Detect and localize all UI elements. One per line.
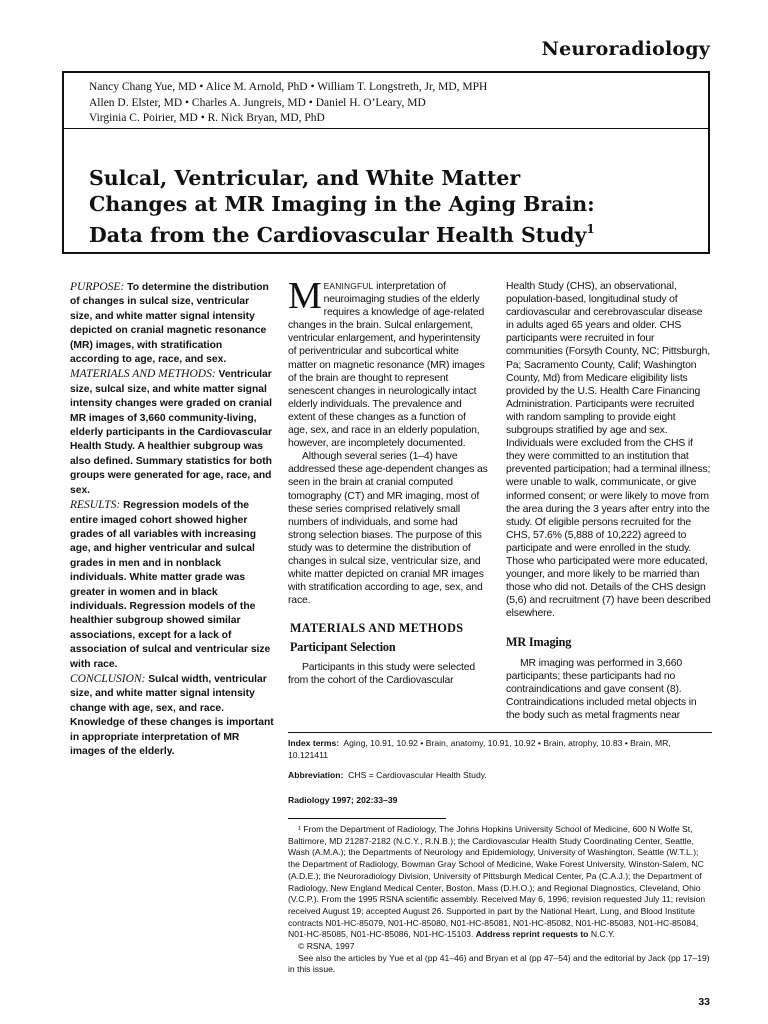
- abbreviation: [288, 770, 712, 782]
- author-list: [89, 80, 487, 127]
- abstract-conclusion: [70, 672, 274, 759]
- title-line: Changes at MR Imaging in the Aging Brain:: [89, 191, 595, 216]
- title-divider: [64, 128, 708, 129]
- abstract-label: CONCLUSION:: [70, 672, 146, 685]
- article-title: [89, 166, 699, 249]
- small-caps-lead: EANINGFUL: [323, 281, 374, 291]
- footnote-main: ¹ From the Department of Radiology, The Johns Hopkins University School of Medicine, 600 N Wolfe St, Baltimore, MD 21287-2182 (N.C.Y., R.N.B.); the Cardiovascular Health Study Coordinating Center, Seattle, Wash (A.M.A.); the Departments of Neurology and Epidemiology, University of Washington, Seattle (W.T.L.); the Department of Radiology, Bowman Gray School of Medicine, Wake Forest University, Winston-Salem, NC (A.D.E.); the Neuroradiology Division, University of Pittsburgh Medical Center, Pa (C.A.J.); the Department of Radiology, New England Medical Center, Boston, Mass (D.H.O.); and Regional Diagnostics, Cleveland, Ohio (V.C.P.). From the 1995 RSNA scientific assembly. Received May 6, 1996; revision requested July 11; revision received August 19; accepted August 26. Supported in part by the National Heart, Lung, and Blood Institute contracts N01-HC-85079, N01-HC-85080, N01-HC-85081, N01-HC-85082, N01-HC-85083, N01-HC-85084, N01-HC-85085, N01-HC-85086, N01-HC-15103.: [288, 824, 706, 940]
- title-box: [62, 71, 710, 254]
- body-paragraph: Health Study (CHS), an observational, population-based, longitudinal study of cardiovascular and cerebrovascular disease in adults aged 65 years and older. CHS participants were recruited in four communities (Forsyth County, NC; Pittsburgh, Pa; Sacramento County, Calif; Washington County, Md) from Medicare eligibility lists provided by the U.S. Health Care Financing Administration. Participants were recruited with random sampling to provide eight subgroups stratified by age and sex. Individuals were excluded from the CHS if they were committed to an institution that prevented participation; had a terminal illness; were unable to walk, communicate, or give informed consent; or were likely to move from the area during the 3 years after entry into the study. Of eligible persons recruited for the CHS, 57.6% (5,888 of 10,222) agreed to participate and were enrolled in the study. Those who participated were more educated, younger, and more likely to be married than those who did not. Details of the CHS design (5,6) and recruitment (7) have been described elsewhere.: [506, 281, 711, 620]
- drop-cap: M: [288, 275, 322, 317]
- footnote-affiliations: [288, 824, 712, 941]
- heading-methods: MATERIALS AND METHODS: [290, 621, 464, 636]
- author-line: Allen D. Elster, MD • Charles A. Jungreis, MD • Daniel H. O’Leary, MD: [89, 96, 426, 109]
- see-also: See also the articles by Yue et al (pp 41–46) and Bryan et al (pp 47–54) and the editorial by Jack (pp 17–19) in this issue.: [288, 952, 710, 975]
- author-line: Nancy Chang Yue, MD • Alice M. Arnold, PhD • William T. Longstreth, Jr, MD, MPH: [89, 81, 488, 93]
- reprint-to: N.C.Y.: [590, 929, 616, 940]
- heading-participants: Participant Selection: [290, 640, 396, 655]
- abstract: [70, 280, 274, 759]
- abbreviation-text: CHS = Cardiovascular Health Study.: [348, 770, 487, 780]
- author-line: Virginia C. Poirier, MD • R. Nick Bryan, MD, PhD: [89, 112, 325, 124]
- abstract-label: RESULTS:: [70, 499, 121, 512]
- body-paragraph: MR imaging was performed in 3,660 participants; these participants had no contraindications and gave consent (8). Contraindications included metal objects in the body such as metal fragments near: [506, 657, 697, 721]
- body-paragraph: Although several series (1–4) have addressed these age-dependent changes as seen in the brain at cranial computed tomography (CT) and MR imaging, most of these series comprised relatively small numbers of individuals, and some had strong selection biases. The purpose of this study was to determine the distribution of changes in sulcal size, ventricular size, and white matter depicted on cranial MR images with stratification according to age, sex, and race.: [288, 451, 488, 607]
- intro-text: interpretation of neuroimaging studies of the elderly requires a knowledge of age-related changes in the brain. Sulcal enlargement, ventricular enlargement, and hyperintensity of periventricular and subcortical white matter on magnetic resonance (MR) images of the brain are thought to represent senescent changes in neurologically intact elderly individuals. The prevalence and extent of these changes as a function of age, sex, and race in an elderly population, however, are incompletely documented.: [288, 281, 485, 450]
- abstract-label: MATERIALS AND METHODS:: [70, 368, 216, 381]
- abstract-purpose: [70, 280, 274, 367]
- abstract-methods: [70, 367, 274, 498]
- body-paragraph: Participants in this study were selected from the cohort of the Cardiovascular: [288, 661, 476, 686]
- title-line: Data from the Cardiovascular Health Study: [89, 223, 587, 247]
- abstract-text: To determine the distribution of changes in sulcal size, ventricular size, and white matter signal intensity depicted on cranial magnetic resonance (MR) images, with stratification according to age, race, and sex.: [70, 282, 269, 366]
- citation: [288, 795, 712, 807]
- heading-mr-imaging: MR Imaging: [506, 635, 572, 650]
- reprint-label: Address reprint requests to: [475, 929, 589, 940]
- copyright: © RSNA, 1997: [298, 941, 355, 952]
- title-footnote-mark: 1: [586, 222, 595, 236]
- section-header: Neuroradiology: [541, 38, 710, 60]
- abstract-results: [70, 498, 274, 672]
- abstract-text: Sulcal width, ventricular size, and white matter signal intensity change with age, sex, and race. Knowledge of these changes is important in appropriate interpretation of MR images of the elderly.: [70, 673, 274, 757]
- footnote-rule: [288, 818, 446, 819]
- title-line: Sulcal, Ventricular, and White Matter: [89, 166, 521, 190]
- abstract-text: Regression models of the entire imaged cohort showed higher grades of all variables with increasing age, and higher ventricular and sulcal grades in men and in nonblack individuals. White matter grade was greater in women and in black individuals. Regression models of the healthier subgroup showed similar associations, except for a lack of association of sulcal and ventricular size with race.: [70, 500, 271, 670]
- abbreviation-label: Abbreviation:: [288, 770, 344, 780]
- citation-text: Radiology 1997; 202:33–39: [288, 795, 398, 805]
- abstract-text: Ventricular size, sulcal size, and white matter signal intensity changes were graded on cranial MR images of 3,660 community-living, elderly participants in the Cardiovascular Health Study. A healthier subgroup was also defined. Summary statistics for both groups were generated for age, race, and sex.: [70, 369, 273, 496]
- body-column-3: [506, 280, 712, 722]
- index-terms: [288, 738, 712, 761]
- index-terms-text: Aging, 10.91, 10.92 • Brain, anatomy, 10.91, 10.92 • Brain, atrophy, 10.83 • Brain, MR, 10.121411: [288, 738, 671, 760]
- index-terms-label: Index terms:: [288, 738, 340, 748]
- body-column-2: [288, 275, 488, 687]
- intro-paragraph: [288, 275, 488, 450]
- footnote: [288, 824, 712, 976]
- abstract-label: PURPOSE:: [70, 281, 125, 293]
- index-rule: [288, 732, 712, 733]
- page-number: 33: [698, 996, 710, 1008]
